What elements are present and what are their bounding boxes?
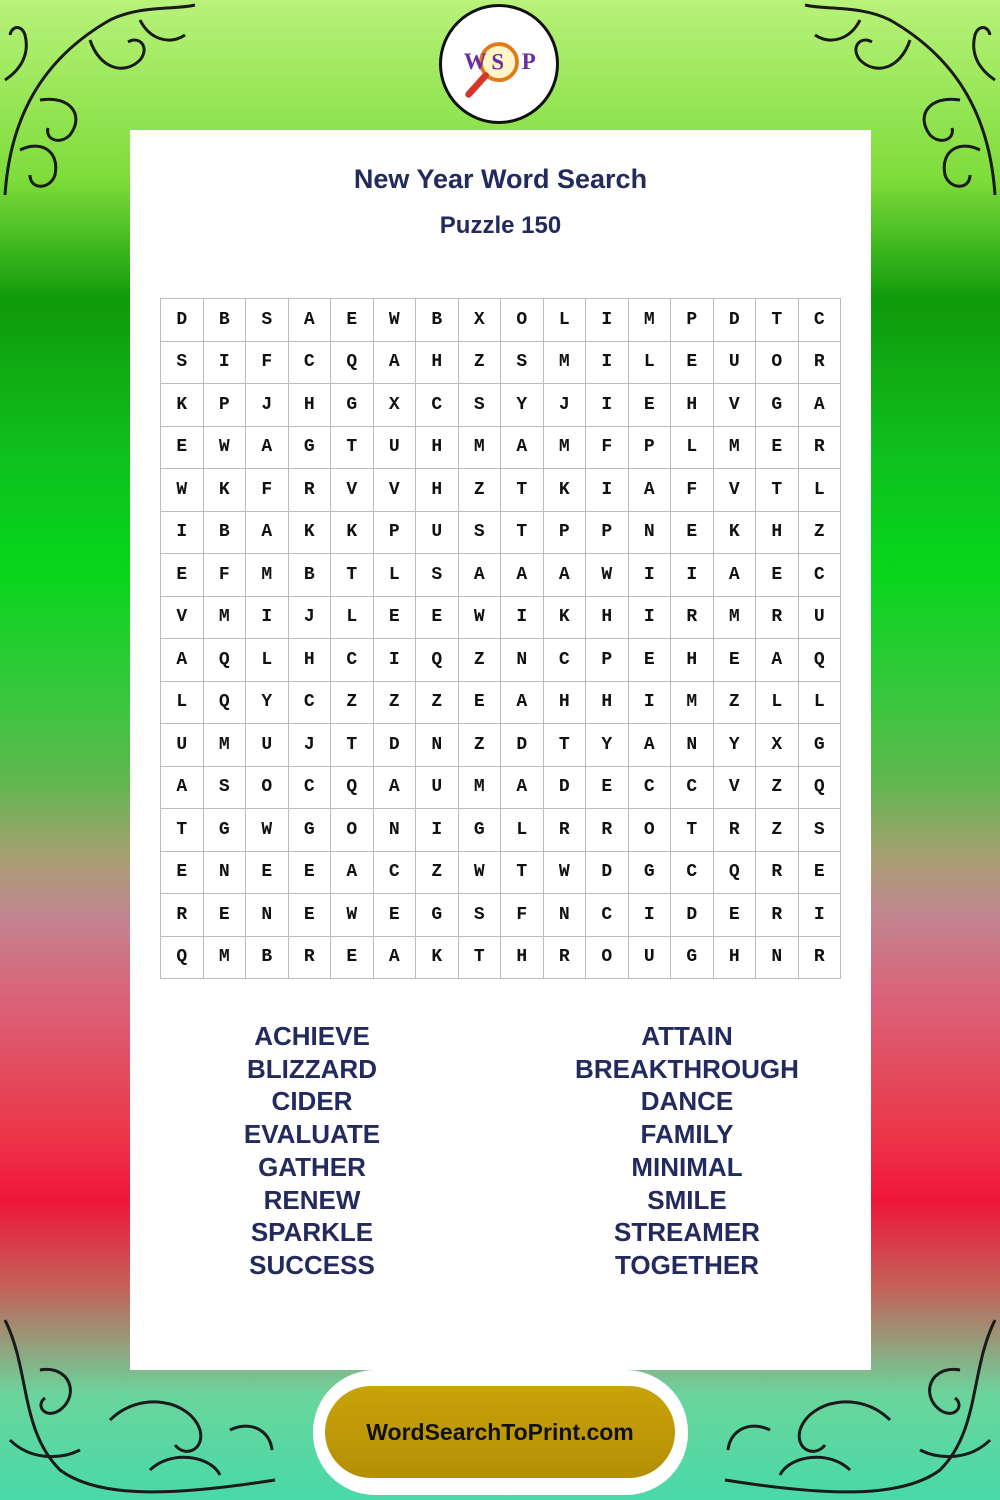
word-list-item: BREAKTHROUGH [575, 1053, 799, 1084]
grid-cell[interactable]: E [799, 852, 842, 895]
grid-cell[interactable]: O [246, 767, 289, 810]
grid-cell[interactable]: L [374, 554, 417, 597]
word-list-item: SMILE [647, 1184, 727, 1215]
grid-cell[interactable]: T [501, 512, 544, 555]
grid-cell[interactable]: G [756, 384, 799, 427]
grid-cell[interactable]: M [204, 597, 247, 640]
grid-cell[interactable]: C [799, 554, 842, 597]
grid-cell[interactable]: R [756, 894, 799, 937]
grid-cell[interactable]: B [204, 299, 247, 342]
grid-cell[interactable]: N [544, 894, 587, 937]
grid-cell[interactable]: U [714, 342, 757, 385]
grid-cell[interactable]: V [331, 469, 374, 512]
grid-cell[interactable]: E [671, 342, 714, 385]
grid-cell[interactable]: J [289, 724, 332, 767]
grid-cell[interactable]: A [799, 384, 842, 427]
grid-cell[interactable]: C [331, 639, 374, 682]
grid-cell[interactable]: C [799, 299, 842, 342]
logo-letter-w: W [463, 48, 487, 74]
puzzle-title: New Year Word Search [353, 164, 648, 194]
grid-cell[interactable]: A [374, 937, 417, 980]
grid-cell[interactable]: S [246, 299, 289, 342]
grid-cell[interactable]: R [544, 937, 587, 980]
grid-cell[interactable]: G [671, 937, 714, 980]
grid-cell[interactable]: R [756, 597, 799, 640]
grid-cell[interactable]: U [629, 937, 672, 980]
grid-cell[interactable]: W [459, 597, 502, 640]
grid-cell[interactable]: I [501, 597, 544, 640]
grid-cell[interactable]: R [799, 427, 842, 470]
grid-cell[interactable]: I [374, 639, 417, 682]
grid-cell[interactable]: C [671, 852, 714, 895]
grid-cell[interactable]: Z [416, 852, 459, 895]
grid-cell[interactable]: H [756, 512, 799, 555]
grid-cell[interactable]: S [459, 894, 502, 937]
grid-cell[interactable]: F [246, 469, 289, 512]
grid-cell[interactable]: O [331, 809, 374, 852]
grid-cell[interactable]: A [289, 299, 332, 342]
grid-cell[interactable]: E [629, 639, 672, 682]
grid-cell[interactable]: X [374, 384, 417, 427]
grid-cell[interactable]: K [161, 384, 204, 427]
grid-cell[interactable]: W [586, 554, 629, 597]
word-list-item: BLIZZARD [247, 1053, 377, 1084]
grid-cell[interactable]: A [161, 639, 204, 682]
site-button-frame [313, 1370, 688, 1495]
grid-cell[interactable]: R [289, 937, 332, 980]
grid-cell[interactable]: E [671, 512, 714, 555]
grid-cell[interactable]: Q [204, 639, 247, 682]
grid-cell[interactable]: E [416, 597, 459, 640]
grid-cell[interactable]: D [501, 724, 544, 767]
grid-cell[interactable]: N [629, 512, 672, 555]
grid-cell[interactable]: M [459, 427, 502, 470]
grid-cell[interactable]: L [799, 469, 842, 512]
grid-cell[interactable]: Z [756, 767, 799, 810]
grid-cell[interactable]: E [586, 767, 629, 810]
grid-cell[interactable]: A [714, 554, 757, 597]
grid-cell[interactable]: N [756, 937, 799, 980]
grid-cell[interactable]: U [374, 427, 417, 470]
grid-cell[interactable]: P [204, 384, 247, 427]
grid-cell[interactable]: I [586, 384, 629, 427]
grid-cell[interactable]: C [374, 852, 417, 895]
grid-cell[interactable]: Z [459, 469, 502, 512]
grid-cell[interactable]: A [501, 427, 544, 470]
grid-cell[interactable]: F [586, 427, 629, 470]
grid-cell[interactable]: Z [374, 682, 417, 725]
grid-cell[interactable]: D [544, 767, 587, 810]
grid-cell[interactable]: Q [331, 342, 374, 385]
grid-cell[interactable]: L [246, 639, 289, 682]
grid-cell[interactable]: Y [586, 724, 629, 767]
grid-cell[interactable]: E [629, 384, 672, 427]
word-list-item: DANCE [640, 1086, 734, 1117]
grid-cell[interactable]: A [501, 682, 544, 725]
grid-cell[interactable]: H [289, 384, 332, 427]
grid-cell[interactable]: Z [459, 342, 502, 385]
grid-cell[interactable]: C [671, 767, 714, 810]
grid-cell[interactable]: L [671, 427, 714, 470]
grid-cell[interactable]: E [756, 554, 799, 597]
word-list-item: ATTAIN [641, 1021, 733, 1051]
grid-cell[interactable]: A [501, 554, 544, 597]
grid-cell[interactable]: A [459, 554, 502, 597]
grid-cell[interactable]: A [246, 427, 289, 470]
grid-cell[interactable]: M [714, 597, 757, 640]
word-list-item: STREAMER [614, 1217, 760, 1248]
grid-cell[interactable]: T [756, 299, 799, 342]
grid-cell[interactable]: U [246, 724, 289, 767]
grid-cell[interactable]: C [544, 639, 587, 682]
grid-cell[interactable]: F [204, 554, 247, 597]
grid-cell[interactable]: M [246, 554, 289, 597]
word-list-item: SUCCESS [249, 1249, 375, 1280]
grid-cell[interactable]: K [544, 469, 587, 512]
grid-cell[interactable]: K [544, 597, 587, 640]
grid-cell[interactable]: J [544, 384, 587, 427]
grid-cell[interactable]: G [629, 852, 672, 895]
grid-cell[interactable]: T [459, 937, 502, 980]
grid-cell[interactable]: A [629, 469, 672, 512]
grid-cell[interactable]: N [246, 894, 289, 937]
grid-cell[interactable]: T [501, 469, 544, 512]
grid-cell[interactable]: H [586, 597, 629, 640]
grid-cell[interactable]: H [416, 469, 459, 512]
grid-cell[interactable]: Z [459, 639, 502, 682]
word-list-right [522, 1020, 852, 1282]
grid-cell[interactable]: U [799, 597, 842, 640]
grid-cell[interactable]: E [289, 852, 332, 895]
grid-cell[interactable]: E [756, 427, 799, 470]
grid-cell[interactable]: M [204, 724, 247, 767]
grid-cell[interactable]: T [756, 469, 799, 512]
grid-cell[interactable]: L [331, 597, 374, 640]
grid-cell[interactable]: H [671, 384, 714, 427]
grid-cell[interactable]: D [374, 724, 417, 767]
word-list-item: EVALUATE [243, 1119, 381, 1150]
grid-cell[interactable]: R [756, 852, 799, 895]
grid-cell[interactable]: E [161, 427, 204, 470]
grid-cell[interactable]: N [501, 639, 544, 682]
grid-cell[interactable]: D [161, 299, 204, 342]
grid-cell[interactable]: Q [714, 852, 757, 895]
grid-cell[interactable]: V [714, 469, 757, 512]
grid-cell[interactable]: I [586, 469, 629, 512]
grid-cell[interactable]: H [289, 639, 332, 682]
word-list-item: RENEW [263, 1184, 361, 1215]
letter-grid [160, 298, 841, 979]
grid-cell[interactable]: Y [501, 384, 544, 427]
grid-cell[interactable]: S [204, 767, 247, 810]
grid-cell[interactable]: B [416, 299, 459, 342]
grid-cell[interactable]: R [544, 809, 587, 852]
grid-cell[interactable]: A [756, 639, 799, 682]
grid-cell[interactable]: H [544, 682, 587, 725]
grid-cell[interactable]: M [671, 682, 714, 725]
grid-cell[interactable]: Y [714, 724, 757, 767]
grid-cell[interactable]: M [544, 427, 587, 470]
grid-cell[interactable]: D [671, 894, 714, 937]
grid-cell[interactable]: P [671, 299, 714, 342]
grid-cell[interactable]: F [671, 469, 714, 512]
grid-cell[interactable]: L [544, 299, 587, 342]
grid-cell[interactable]: Z [756, 809, 799, 852]
grid-cell[interactable]: L [161, 682, 204, 725]
grid-cell[interactable]: W [374, 299, 417, 342]
grid-cell[interactable]: H [714, 937, 757, 980]
word-list-item: FAMILY [640, 1119, 734, 1150]
grid-cell[interactable]: H [416, 427, 459, 470]
grid-cell[interactable]: E [374, 894, 417, 937]
site-link-button[interactable] [325, 1386, 675, 1478]
grid-cell[interactable]: I [799, 894, 842, 937]
word-list-item: SPARKLE [250, 1217, 374, 1248]
grid-cell[interactable]: G [799, 724, 842, 767]
grid-cell[interactable]: O [629, 809, 672, 852]
site-link-label: WordSearchToPrint.com [366, 1418, 634, 1445]
grid-cell[interactable]: V [714, 384, 757, 427]
grid-cell[interactable]: E [246, 852, 289, 895]
logo-letter-p: P [521, 48, 536, 74]
grid-cell[interactable]: T [501, 852, 544, 895]
grid-cell[interactable]: W [246, 809, 289, 852]
grid-cell[interactable]: E [289, 894, 332, 937]
grid-cell[interactable]: P [586, 639, 629, 682]
puzzle-number: Puzzle 150 [439, 212, 562, 239]
grid-cell[interactable]: E [331, 937, 374, 980]
grid-cell[interactable]: E [331, 299, 374, 342]
grid-cell[interactable]: R [586, 809, 629, 852]
grid-cell[interactable]: Q [799, 639, 842, 682]
grid-cell[interactable]: O [586, 937, 629, 980]
grid-cell[interactable]: W [459, 852, 502, 895]
grid-cell[interactable]: A [374, 342, 417, 385]
word-list-item: CIDER [271, 1086, 353, 1117]
grid-cell[interactable]: K [289, 512, 332, 555]
grid-cell[interactable]: I [629, 554, 672, 597]
grid-cell[interactable]: Q [799, 767, 842, 810]
grid-cell[interactable]: R [799, 937, 842, 980]
grid-cell[interactable]: B [289, 554, 332, 597]
grid-cell[interactable]: V [374, 469, 417, 512]
grid-cell[interactable]: E [459, 682, 502, 725]
grid-cell[interactable]: U [161, 724, 204, 767]
grid-cell[interactable]: Q [416, 639, 459, 682]
grid-cell[interactable]: X [756, 724, 799, 767]
grid-cell[interactable]: E [161, 852, 204, 895]
grid-cell[interactable]: M [714, 427, 757, 470]
grid-cell[interactable]: O [756, 342, 799, 385]
grid-cell[interactable]: T [331, 554, 374, 597]
grid-cell[interactable]: Z [459, 724, 502, 767]
grid-cell[interactable]: A [629, 724, 672, 767]
grid-cell[interactable]: W [204, 427, 247, 470]
grid-cell[interactable]: E [714, 639, 757, 682]
grid-cell[interactable]: L [799, 682, 842, 725]
grid-cell[interactable]: S [416, 554, 459, 597]
grid-cell[interactable]: R [799, 342, 842, 385]
grid-cell[interactable]: I [416, 809, 459, 852]
grid-cell[interactable]: E [714, 894, 757, 937]
grid-cell[interactable]: T [544, 724, 587, 767]
grid-cell[interactable]: E [204, 894, 247, 937]
puzzle-card [130, 130, 871, 1370]
grid-cell[interactable]: A [331, 852, 374, 895]
grid-cell[interactable]: I [586, 299, 629, 342]
grid-cell[interactable]: Z [714, 682, 757, 725]
grid-cell[interactable]: U [416, 512, 459, 555]
grid-cell[interactable]: E [161, 554, 204, 597]
grid-cell[interactable]: P [544, 512, 587, 555]
grid-cell[interactable]: S [501, 342, 544, 385]
word-list-item: MINIMAL [631, 1151, 743, 1182]
grid-cell[interactable]: G [416, 894, 459, 937]
grid-cell[interactable]: H [671, 639, 714, 682]
word-list-item: GATHER [258, 1151, 366, 1182]
grid-cell[interactable]: K [204, 469, 247, 512]
grid-cell[interactable]: N [204, 852, 247, 895]
grid-cell[interactable]: P [629, 427, 672, 470]
grid-cell[interactable]: E [374, 597, 417, 640]
grid-cell[interactable]: L [501, 809, 544, 852]
grid-cell[interactable]: C [629, 767, 672, 810]
grid-cell[interactable]: Q [204, 682, 247, 725]
grid-cell[interactable]: W [331, 894, 374, 937]
grid-cell[interactable]: L [756, 682, 799, 725]
grid-cell[interactable]: M [459, 767, 502, 810]
grid-cell[interactable]: D [586, 852, 629, 895]
grid-cell[interactable]: N [374, 809, 417, 852]
grid-cell[interactable]: T [331, 724, 374, 767]
logo-letter-s: S [491, 49, 505, 75]
grid-cell[interactable]: I [161, 512, 204, 555]
grid-cell[interactable]: Q [331, 767, 374, 810]
grid-cell[interactable]: M [204, 937, 247, 980]
grid-cell[interactable]: C [586, 894, 629, 937]
grid-cell[interactable]: U [416, 767, 459, 810]
grid-cell[interactable]: G [289, 809, 332, 852]
grid-cell[interactable]: N [671, 724, 714, 767]
grid-cell[interactable]: O [501, 299, 544, 342]
grid-cell[interactable]: F [501, 894, 544, 937]
grid-cell[interactable]: G [204, 809, 247, 852]
grid-cell[interactable]: X [459, 299, 502, 342]
grid-cell[interactable]: M [544, 342, 587, 385]
grid-cell[interactable]: I [204, 342, 247, 385]
grid-cell[interactable]: G [331, 384, 374, 427]
grid-cell[interactable]: I [586, 342, 629, 385]
grid-cell[interactable]: A [246, 512, 289, 555]
grid-cell[interactable]: G [459, 809, 502, 852]
grid-cell[interactable]: I [246, 597, 289, 640]
grid-cell[interactable]: P [586, 512, 629, 555]
grid-cell[interactable]: S [799, 809, 842, 852]
grid-cell[interactable]: C [289, 342, 332, 385]
grid-cell[interactable]: C [416, 384, 459, 427]
grid-cell[interactable]: A [544, 554, 587, 597]
grid-cell[interactable]: S [161, 342, 204, 385]
grid-cell[interactable]: I [629, 894, 672, 937]
grid-cell[interactable]: G [289, 427, 332, 470]
grid-cell[interactable]: W [161, 469, 204, 512]
grid-cell[interactable]: R [289, 469, 332, 512]
grid-cell[interactable]: H [501, 937, 544, 980]
grid-cell[interactable]: Z [331, 682, 374, 725]
word-list-item: TOGETHER [615, 1249, 759, 1280]
grid-cell[interactable]: Z [416, 682, 459, 725]
grid-cell[interactable]: K [331, 512, 374, 555]
grid-cell[interactable]: Q [161, 937, 204, 980]
grid-cell[interactable]: K [714, 512, 757, 555]
grid-cell[interactable]: C [289, 682, 332, 725]
grid-cell[interactable]: A [374, 767, 417, 810]
grid-cell[interactable]: P [374, 512, 417, 555]
grid-cell[interactable]: R [161, 894, 204, 937]
grid-cell[interactable]: V [714, 767, 757, 810]
grid-cell[interactable]: W [544, 852, 587, 895]
grid-cell[interactable]: R [671, 597, 714, 640]
grid-cell[interactable]: J [289, 597, 332, 640]
grid-cell[interactable]: T [331, 427, 374, 470]
grid-cell[interactable]: Y [246, 682, 289, 725]
grid-cell[interactable]: M [629, 299, 672, 342]
grid-cell[interactable]: R [714, 809, 757, 852]
grid-cell[interactable]: A [501, 767, 544, 810]
grid-cell[interactable]: I [671, 554, 714, 597]
word-list-left [147, 1020, 477, 1282]
grid-cell[interactable]: H [586, 682, 629, 725]
grid-cell[interactable]: I [629, 597, 672, 640]
grid-cell[interactable]: N [416, 724, 459, 767]
grid-cell[interactable]: A [161, 767, 204, 810]
grid-cell[interactable]: B [204, 512, 247, 555]
grid-cell[interactable]: T [671, 809, 714, 852]
grid-cell[interactable]: L [629, 342, 672, 385]
grid-cell[interactable]: B [246, 937, 289, 980]
grid-cell[interactable]: V [161, 597, 204, 640]
word-list-item: ACHIEVE [254, 1021, 370, 1051]
grid-cell[interactable]: I [629, 682, 672, 725]
grid-cell[interactable]: C [289, 767, 332, 810]
grid-cell[interactable]: J [246, 384, 289, 427]
grid-cell[interactable]: K [416, 937, 459, 980]
grid-cell[interactable]: T [161, 809, 204, 852]
grid-cell[interactable]: S [459, 384, 502, 427]
grid-cell[interactable]: H [416, 342, 459, 385]
grid-cell[interactable]: F [246, 342, 289, 385]
grid-cell[interactable]: S [459, 512, 502, 555]
grid-cell[interactable]: D [714, 299, 757, 342]
grid-cell[interactable]: Z [799, 512, 842, 555]
wsp-logo [439, 4, 559, 124]
